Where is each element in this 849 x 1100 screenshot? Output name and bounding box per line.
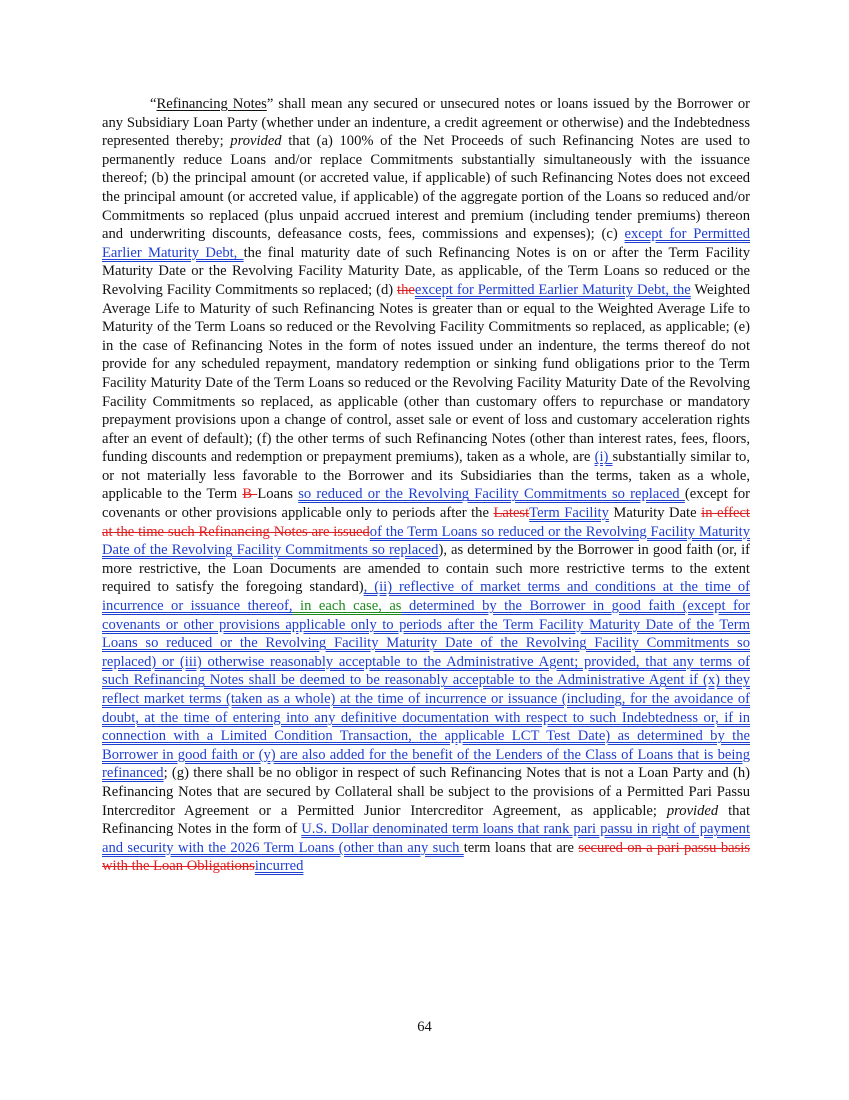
text-run: ; (g) there shall be no obligor in respect of such Refinancing Notes that is not a Loan Party and (h) Refinancing Notes that are secured by Collateral shall be subject to the provisions of a Permitted Pari Passu Intercreditor Agreement or a Permitted Junior Intercreditor Agreement, as applicable; xyxy=(102,765,750,819)
inserted-text: except for Permitted Earlier Maturity Debt, xyxy=(102,226,750,261)
text-run: ” shall mean any secured or unsecured notes or loans issued by the Borrower or any Subsidiary Loan Party (whether under an indenture, a credit agreement or otherwise) and the Indebtedness represented thereby; xyxy=(102,96,750,150)
text-run: Loans xyxy=(257,486,299,503)
moved-text: in each case, as xyxy=(292,598,402,615)
inserted-text: U.S. Dollar denominated term loans that rank pari passu in right of payment and security with the 2026 Term Loans (other than any such xyxy=(102,821,750,856)
inserted-text: (i) xyxy=(594,449,613,466)
italic-text: provided xyxy=(230,133,282,150)
text-run: ), as determined by the Borrower in good faith (or, if more restrictive, the Loan Documents are amended to contain such more restrictive terms to the extent required to satisfy the foregoing standard) xyxy=(102,542,750,596)
deleted-text: the xyxy=(397,281,415,298)
text-run: that Refinancing Notes in the form of xyxy=(102,802,750,838)
text-run: that (a) 100% of the Net Proceeds of such Refinancing Notes are used to permanently reduce Loans and/or replace Commitments substantially simultaneously with the issuance thereof; (b) the principal amount (or accreted value, if applicable) of such Refinancing Notes does not exceed the principal amount (or accreted value, if applicable) of the aggregate portion of the Loans so reduced and/or Commitments so replaced (plus unpaid accrued interest and premium (including tender premiums) thereon and underwriting discounts, defeasance costs, fees, commissions and expenses); (c) xyxy=(102,133,750,243)
text-run: “ xyxy=(150,96,157,112)
deleted-text: secured on a pari passu basis with the Loan Obligations xyxy=(102,839,751,875)
inserted-text: incurred xyxy=(254,858,304,875)
deleted-text: in effect at the time such Refinancing Notes are issued xyxy=(102,505,750,540)
defined-term: Refinancing Notes xyxy=(156,96,267,112)
deleted-text: Latest xyxy=(493,505,530,522)
text-run: Maturity Date xyxy=(608,505,702,522)
inserted-text: Term Facility xyxy=(529,505,609,522)
text-run: term loans that are xyxy=(463,839,579,856)
inserted-text: so reduced or the Revolving Facility Commitments so replaced xyxy=(298,486,685,503)
text-run: Weighted Average Life to Maturity of such Refinancing Notes is greater than or equal to the Weighted Average Life to Maturity of the Term Loans so reduced or the Revolving Facility Commitments so replaced, as applicable; (e) in the case of Refinancing Notes in the form of notes issued under an indenture, the terms thereof do not provide for any scheduled repayment, mandatory redemption or sinking fund obligations prior to the Term Facility Maturity Date of the Term Loans so reduced or the Revolving Facility Maturity Date of the Revolving Facility Commitments so replaced, as applicable (other than customary offers to repurchase or mandatory prepayment provisions upon a change of control, asset sale or event of loss and customary acceleration rights after an event of default); (f) the other terms of such Refinancing Notes (other than interest rates, fees, floors, funding discounts and redemption or prepayment premiums), taken as a whole, are xyxy=(102,281,750,466)
inserted-text: determined by the Borrower in good faith (except for covenants or other provisions applicable only to periods after the Term Facility Maturity Date of the Term Loans so reduced or the Revolving Facility Maturity Date of the Revolving Facility Commitments so replaced) or (iii) otherwise reasonably acceptable to the Administrative Agent; provided, that any terms of such Refinancing Notes shall be deemed to be reasonably acceptable to the Administrative Agent if (x) they reflect market terms (taken as a whole) at the time of incurrence or issuance (including, for the avoidance of doubt, at the time of entering into any definitive documentation with respect to such Indebtedness or, if in connection with a Limited Condition Transaction, the applicable LCT Test Date) as determined by the Borrower in good faith or (y) are also added for the benefit of the Lenders of the Class of Loans that is being refinanced xyxy=(102,598,750,782)
body-text xyxy=(102,95,750,876)
text-run: the final maturity date of such Refinancing Notes is on or after the Term Facility Maturity Date or the Revolving Facility Maturity Date, as applicable, of the Term Loans so reduced or the Revolving Facility Commitments so replaced; (d) xyxy=(102,244,750,298)
page-number: 64 xyxy=(417,1019,432,1035)
inserted-text: of the Term Loans so reduced or the Revolving Facility Maturity Date of the Revolving Facility Commitments so replaced xyxy=(102,523,751,559)
definition-paragraph-refinancing-notes xyxy=(102,95,750,876)
inserted-text: except for Permitted Earlier Maturity Debt, the xyxy=(414,281,691,298)
inserted-text: , (ii) reflective of market terms and conditions at the time of incurrence or issuance thereof, xyxy=(102,579,750,615)
deleted-text: B xyxy=(242,486,258,503)
text-run: (except for covenants or other provisions applicable only to periods after the xyxy=(102,486,751,522)
italic-text: provided xyxy=(666,802,719,819)
text-run: substantially similar to, or not materially less favorable to the Borrower and its Subsidiaries than the terms, taken as a whole, applicable to the Term xyxy=(102,449,750,503)
